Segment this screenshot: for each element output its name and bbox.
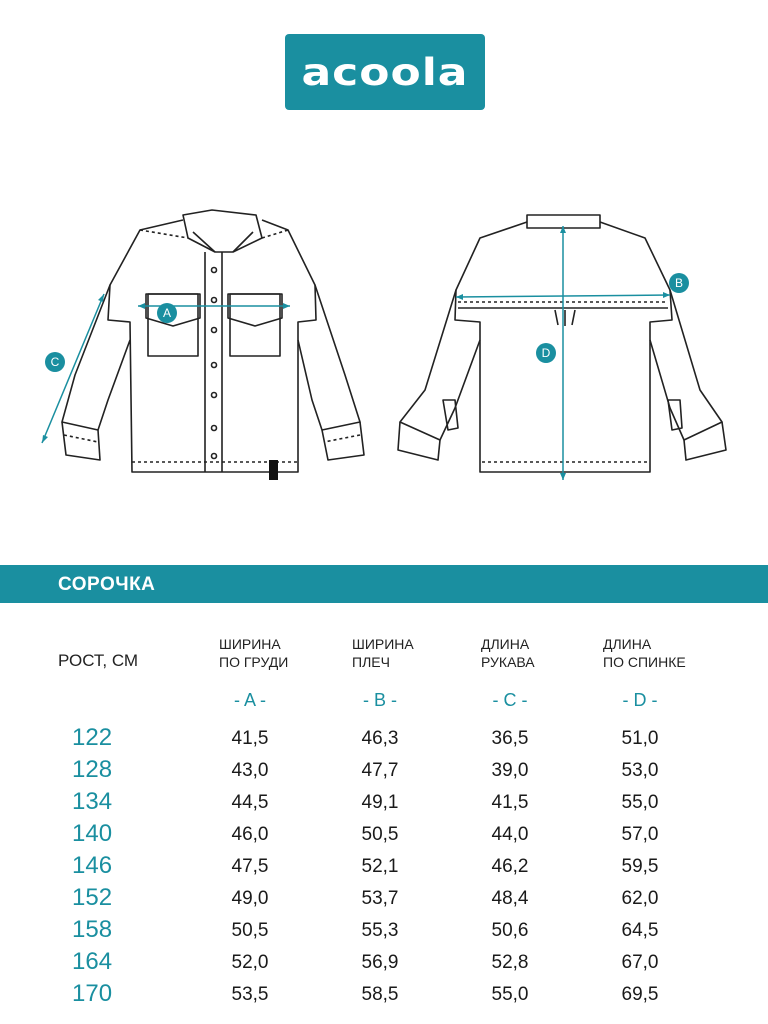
column-letter-d: - D - bbox=[622, 690, 658, 710]
table-row bbox=[0, 852, 768, 884]
row-height: 128 bbox=[72, 756, 113, 783]
cell-d: 57,0 bbox=[621, 824, 659, 845]
column-header-c bbox=[481, 635, 535, 671]
cell-b: 49,1 bbox=[361, 792, 399, 813]
cell-c: 36,5 bbox=[491, 728, 529, 749]
column-header-a bbox=[219, 635, 288, 671]
row-height: 134 bbox=[72, 788, 113, 815]
cell-c: 44,0 bbox=[491, 824, 529, 845]
shirt-front-drawing bbox=[62, 210, 364, 480]
cell-b: 55,3 bbox=[361, 920, 399, 941]
cell-a: 43,0 bbox=[231, 760, 269, 781]
cell-c: 55,0 bbox=[491, 984, 529, 1005]
column-header-a-line1: ШИРИНА bbox=[219, 636, 281, 652]
brand-logo-text: acoola bbox=[301, 50, 469, 94]
section-title-band bbox=[0, 565, 768, 603]
cell-c: 50,6 bbox=[491, 920, 529, 941]
cell-a: 47,5 bbox=[231, 856, 269, 877]
cell-b: 58,5 bbox=[361, 984, 399, 1005]
cell-a: 44,5 bbox=[231, 792, 269, 813]
column-header-d-line1: ДЛИНА bbox=[603, 636, 652, 652]
badge-c-label: C bbox=[50, 355, 60, 369]
column-header-d bbox=[603, 635, 686, 671]
shirt-back-drawing bbox=[398, 215, 726, 472]
table-row bbox=[0, 948, 768, 980]
badge-b-label: B bbox=[674, 276, 684, 290]
row-height: 146 bbox=[72, 852, 113, 879]
cell-a: 53,5 bbox=[231, 984, 269, 1005]
badge-a-label: A bbox=[162, 306, 172, 320]
cell-c: 48,4 bbox=[491, 888, 529, 909]
table-row bbox=[0, 820, 768, 852]
cell-d: 51,0 bbox=[621, 728, 659, 749]
section-title: СОРОЧКА bbox=[58, 574, 156, 595]
cell-c: 46,2 bbox=[491, 856, 529, 877]
table-row bbox=[0, 724, 768, 756]
cell-b: 46,3 bbox=[361, 728, 399, 749]
row-height: 122 bbox=[72, 724, 113, 751]
cell-a: 41,5 bbox=[231, 728, 269, 749]
height-column-header: РОСТ, СМ bbox=[58, 651, 139, 670]
column-header-a-line2: ПО ГРУДИ bbox=[219, 654, 289, 670]
cell-b: 47,7 bbox=[361, 760, 399, 781]
cell-d: 59,5 bbox=[621, 856, 659, 877]
cell-b: 56,9 bbox=[361, 952, 399, 973]
column-header-c-line2: РУКАВА bbox=[481, 654, 535, 670]
cell-d: 53,0 bbox=[621, 760, 659, 781]
column-letter-b: - B - bbox=[363, 690, 397, 710]
column-letter-a: - A - bbox=[233, 690, 266, 710]
column-header-c-line1: ДЛИНА bbox=[481, 636, 530, 652]
cell-b: 50,5 bbox=[361, 824, 399, 845]
cell-d: 62,0 bbox=[621, 888, 659, 909]
cell-d: 55,0 bbox=[621, 792, 659, 813]
table-row bbox=[0, 980, 768, 1012]
cell-d: 64,5 bbox=[621, 920, 659, 941]
row-height: 158 bbox=[72, 916, 113, 943]
cell-c: 39,0 bbox=[491, 760, 529, 781]
table-row bbox=[0, 884, 768, 916]
cell-a: 52,0 bbox=[231, 952, 269, 973]
table-row bbox=[0, 916, 768, 948]
table-row bbox=[0, 788, 768, 820]
column-letter-c: - C - bbox=[492, 690, 528, 710]
cell-a: 50,5 bbox=[231, 920, 269, 941]
column-header-b-line2: ПЛЕЧ bbox=[352, 654, 390, 670]
column-header-b-line1: ШИРИНА bbox=[352, 636, 414, 652]
cell-b: 52,1 bbox=[361, 856, 399, 877]
cell-a: 46,0 bbox=[231, 824, 269, 845]
row-height: 170 bbox=[72, 980, 113, 1007]
row-height: 140 bbox=[72, 820, 113, 847]
cell-d: 69,5 bbox=[621, 984, 659, 1005]
shirt-technical-drawing bbox=[0, 190, 768, 510]
cell-c: 41,5 bbox=[491, 792, 529, 813]
measure-d-line bbox=[560, 226, 566, 480]
column-header-d-line2: ПО СПИНКЕ bbox=[603, 654, 686, 670]
cell-d: 67,0 bbox=[621, 952, 659, 973]
column-header-b bbox=[352, 635, 414, 671]
row-height: 164 bbox=[72, 948, 113, 975]
row-height: 152 bbox=[72, 884, 113, 911]
table-row bbox=[0, 756, 768, 788]
cell-c: 52,8 bbox=[491, 952, 529, 973]
cell-a: 49,0 bbox=[231, 888, 269, 909]
brand-logo bbox=[285, 34, 485, 110]
badge-d-label: D bbox=[541, 346, 551, 360]
cell-b: 53,7 bbox=[361, 888, 399, 909]
